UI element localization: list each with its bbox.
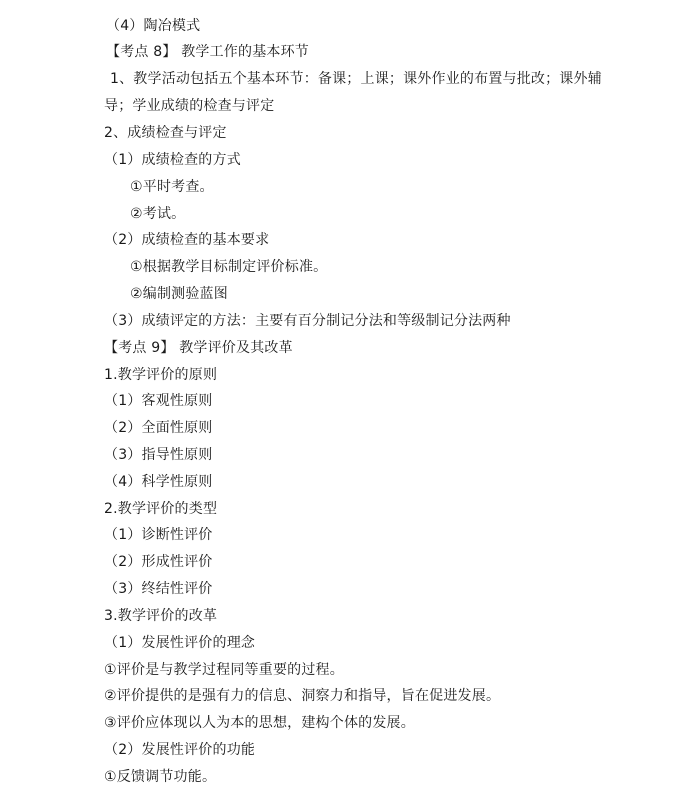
text-line: ①反馈调节功能。: [104, 769, 217, 785]
text-line: ②编制测验蓝图: [130, 286, 228, 302]
text-line: ①评价是与教学过程同等重要的过程。: [104, 662, 344, 678]
text-line: （3）指导性原则: [104, 447, 213, 463]
text-line: 2、成绩检查与评定: [104, 125, 227, 141]
text-line: （1）客观性原则: [104, 393, 213, 409]
text-line: （2）成绩检查的基本要求: [104, 232, 270, 248]
section-heading: 【考点 8】 教学工作的基本环节: [106, 44, 310, 60]
text-line: ②评价提供的是强有力的信息、洞察力和指导，旨在促进发展。: [104, 688, 501, 704]
text-line: 2.教学评价的类型: [104, 501, 218, 517]
text-line: 3.教学评价的改革: [104, 608, 218, 624]
text-line: ②考试。: [130, 206, 186, 222]
text-line: ①平时考查。: [130, 179, 214, 195]
text-line: 1.教学评价的原则: [104, 367, 218, 383]
text-line: （3）成绩评定的方法：主要有百分制记分法和等级制记分法两种: [104, 313, 511, 329]
text-line: （2）发展性评价的功能: [104, 742, 256, 758]
text-line: 导；学业成绩的检查与评定: [104, 98, 275, 114]
text-line: ③评价应体现以人为本的思想，建构个体的发展。: [104, 715, 415, 731]
text-line: （4）陶冶模式: [106, 18, 201, 34]
text-line: （1）诊断性评价: [104, 527, 213, 543]
section-heading: 【考点 9】 教学评价及其改革: [104, 340, 293, 356]
text-line: （2）形成性评价: [104, 554, 213, 570]
text-line: （4）科学性原则: [104, 474, 213, 490]
text-line: （1）成绩检查的方式: [104, 152, 241, 168]
text-line: 1、教学活动包括五个基本环节：备课；上课；课外作业的布置与批改；课外辅: [110, 71, 602, 87]
text-line: （2）全面性原则: [104, 420, 213, 436]
text-line: （1）发展性评价的理念: [104, 635, 256, 651]
text-line: （3）终结性评价: [104, 581, 213, 597]
text-line: ①根据教学目标制定评价标准。: [130, 259, 328, 275]
